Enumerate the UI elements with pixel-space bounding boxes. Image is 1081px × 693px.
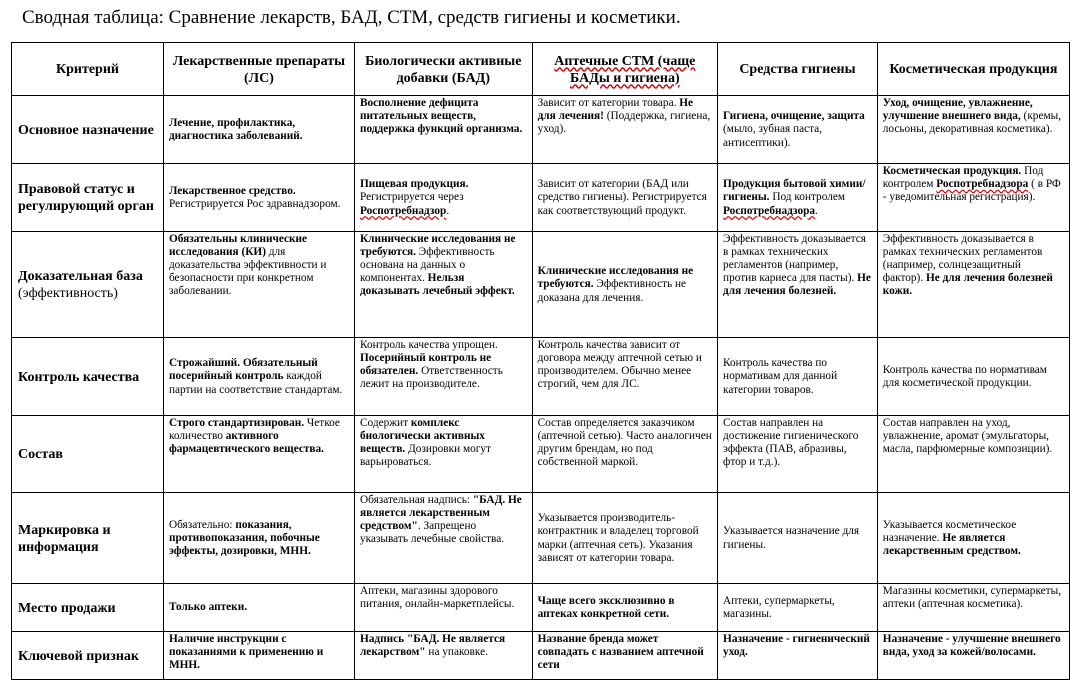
bad-cell: Пищевая продукция. Регистрируется через Роспотребнадзор. <box>354 164 532 232</box>
hygiene-cell: Назначение - гигиенический уход. <box>718 632 878 680</box>
hygiene-cell: Эффективность доказывается в рамках технических регламентов (например, против кариеса для пасты). Не для лечения болезней. <box>718 232 878 338</box>
comparison-table <box>11 42 1070 680</box>
cosmetics-cell: Состав направлен на уход, увлажнение, аромат (эмульгаторы, масла, парфюмерные композиции). <box>877 416 1069 493</box>
cosmetics-cell: Указывается косметическое назначение. Не является лекарственным средством. <box>877 493 1069 584</box>
stm-cell: Чаще всего эксклюзивно в аптеках конкретной сети. <box>532 584 717 632</box>
bad-cell: Аптеки, магазины здорового питания, онлайн-маркетплейсы. <box>354 584 532 632</box>
table-row <box>12 493 1070 584</box>
cosmetics-cell: Косметическая продукция. Под контролем Роспотребнадзора ( в РФ - уведомительная регистрация). <box>877 164 1069 232</box>
bad-cell: Надпись "БАД. Не является лекарством" на упаковке. <box>354 632 532 680</box>
stm-cell: Зависит от категории товара. Не для лечения! (Поддержка, гигиена, уход). <box>532 96 717 164</box>
criterion-cell: Состав <box>12 416 164 493</box>
ls-cell: Лекарственное средство. Регистрируется Рос здравнадзором. <box>163 164 354 232</box>
hygiene-cell: Аптеки, супермаркеты, магазины. <box>718 584 878 632</box>
stm-cell: Указывается производитель-контрактник и владелец торговой марки (аптечная сеть). Указания зависят от категории товара. <box>532 493 717 584</box>
hygiene-cell: Гигиена, очищение, защита (мыло, зубная паста, антисептики). <box>718 96 878 164</box>
table-row <box>12 584 1070 632</box>
criterion-cell: Маркировка и информация <box>12 493 164 584</box>
ls-cell: Только аптеки. <box>163 584 354 632</box>
bad-cell: Обязательная надпись: "БАД. Не является лекарственным средством". Запрещено указывать лечебные свойства. <box>354 493 532 584</box>
ls-cell: Лечение, профилактика, диагностика заболеваний. <box>163 96 354 164</box>
header-stm: Аптечные СТМ (чаще БАДы и гигиена) <box>532 43 717 96</box>
bad-cell: Восполнение дефицита питательных веществ, поддержка функций организма. <box>354 96 532 164</box>
stm-cell: Контроль качества зависит от договора между аптечной сетью и производителем. Обычно менее строгий, чем для ЛС. <box>532 338 717 416</box>
ls-cell: Обязательно: показания, противопоказания, побочные эффекты, дозировки, МНН. <box>163 493 354 584</box>
criterion-cell: Ключевой признак <box>12 632 164 680</box>
stm-cell: Состав определяется заказчиком (аптечной сетью). Часто аналогичен другим брендам, но под собственной маркой. <box>532 416 717 493</box>
stm-cell: Название бренда может совпадать с названием аптечной сети <box>532 632 717 680</box>
table-row <box>12 632 1070 680</box>
ls-cell: Строго стандартизирован. Четкое количество активного фармацевтического вещества. <box>163 416 354 493</box>
header-criterion: Критерий <box>12 43 164 96</box>
criterion-cell: Основное назначение <box>12 96 164 164</box>
bad-cell: Контроль качества упрощен. Посерийный контроль не обязателен. Ответственность лежит на производителе. <box>354 338 532 416</box>
cosmetics-cell: Магазины косметики, супермаркеты, аптеки (аптечная косметика). <box>877 584 1069 632</box>
stm-cell: Клинические исследования не требуются. Эффективность не доказана для лечения. <box>532 232 717 338</box>
ls-cell: Обязательны клинические исследования (КИ) для доказательства эффективности и безопасности при конкретном заболевании. <box>163 232 354 338</box>
ls-cell: Наличие инструкции с показаниями к применению и МНН. <box>163 632 354 680</box>
table-row <box>12 232 1070 338</box>
header-hygiene: Средства гигиены <box>718 43 878 96</box>
criterion-cell: Место продажи <box>12 584 164 632</box>
cosmetics-cell: Уход, очищение, увлажнение, улучшение внешнего вида, (кремы, лосьоны, декоративная косметика). <box>877 96 1069 164</box>
table-row <box>12 164 1070 232</box>
hygiene-cell: Указывается назначение для гигиены. <box>718 493 878 584</box>
criterion-cell: Доказательная база (эффективность) <box>12 232 164 338</box>
table-row <box>12 338 1070 416</box>
hygiene-cell: Контроль качества по нормативам для данной категории товаров. <box>718 338 878 416</box>
header-bad: Биологически активные добавки (БАД) <box>354 43 532 96</box>
header-cosmetics: Косметическая продукция <box>877 43 1069 96</box>
cosmetics-cell: Контроль качества по нормативам для косметической продукции. <box>877 338 1069 416</box>
bad-cell: Содержит комплекс биологически активных веществ. Дозировки могут варьироваться. <box>354 416 532 493</box>
page-title: Сводная таблица: Сравнение лекарств, БАД, СТМ, средств гигиены и косметики. <box>22 7 681 28</box>
header-ls: Лекарственные препараты (ЛС) <box>163 43 354 96</box>
cosmetics-cell: Назначение - улучшение внешнего вида, уход за кожей/волосами. <box>877 632 1069 680</box>
stm-cell: Зависит от категории (БАД или средство гигиены). Регистрируется как соответствующий продукт. <box>532 164 717 232</box>
bad-cell: Клинические исследования не требуются. Эффективность основана на данных о компонентах. Нельзя доказывать лечебный эффект. <box>354 232 532 338</box>
cosmetics-cell: Эффективность доказывается в рамках технических регламентов (например, солнцезащитный фактор). Не для лечения болезней кожи. <box>877 232 1069 338</box>
header-row <box>12 43 1070 96</box>
table-row <box>12 96 1070 164</box>
ls-cell: Строжайший. Обязательный посерийный контроль каждой партии на соответствие стандартам. <box>163 338 354 416</box>
hygiene-cell: Состав направлен на достижение гигиенического эффекта (ПАВ, абразивы, фтор и т.д.). <box>718 416 878 493</box>
hygiene-cell: Продукция бытовой химии/гигиены. Под контролем Роспотребнадзора. <box>718 164 878 232</box>
criterion-cell: Контроль качества <box>12 338 164 416</box>
criterion-cell: Правовой статус и регулирующий орган <box>12 164 164 232</box>
table-row <box>12 416 1070 493</box>
